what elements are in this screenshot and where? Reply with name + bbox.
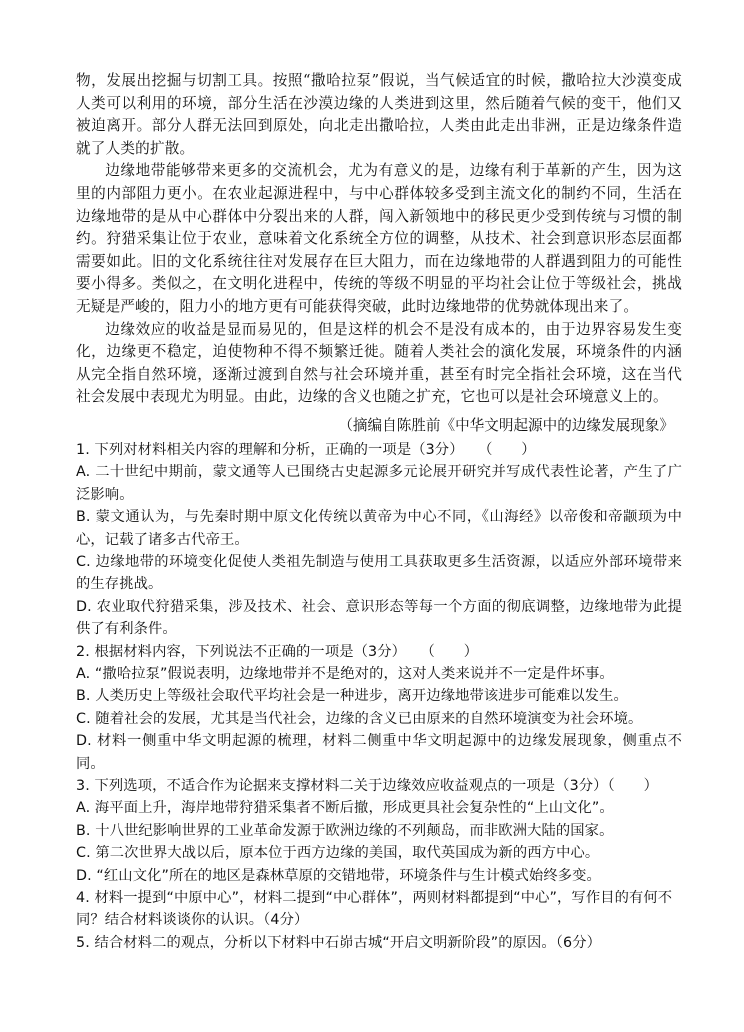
material-paragraph: 边缘地带能够带来更多的交流机会，尤为有意义的是，边缘有利于革新的产生，因为这里的内部阻力更小。在农业起源进程中，与中心群体较多受到主流文化的制约不同，生活在边缘地带的是从中心群体中分裂出来的人群，闯入新领地中的移民更少受到传统与习惯的制约。狩猎采集让位于农业，意味着文化系统全方位的调整，从技术、社会到意识形态层面都需要如此。旧的文化系统往往对发展存在巨大阻力，而在边缘地带的人群遇到阻力的可能性要小得多。类似之，在文明化进程中，传统的等级不明显的平均社会让位于等级社会，挑战无疑是严峻的，阻力小的地方更有可能获得突破，此时边缘地带的优势就体现出来了。	[76, 162, 682, 315]
question-stem: 5. 结合材料二的观点，分析以下材料中石峁古城“开启文明新阶段”的原因。（6分）	[76, 934, 602, 951]
option-a: A. 海平面上升，海岸地带狩猎采集者不断后撤，形成更具社会复杂性的“上山文化”。	[76, 800, 614, 817]
question-3	[76, 775, 682, 887]
question-stem: 4. 材料一提到“中原中心”，材料二提到“中心群体”，两则材料都提到“中心”，写作目的有何不同？结合材料谈谈你的认识。（4分）	[76, 890, 673, 929]
option-d: D. 材料一侧重中华文明起源的梳理，材料二侧重中华文明起源中的边缘发展现象，侧重点不同。	[76, 733, 682, 772]
question-stem: 2. 根据材料内容，下列说法不正确的一项是（3分） （ ）	[76, 643, 479, 660]
question-2	[76, 641, 682, 775]
question-stem: 3. 下列选项，不适合作为论据来支撑材料二关于边缘效应收益观点的一项是（3分）（ ）	[76, 778, 659, 794]
option-a: A. 二十世纪中期前，蒙文通等人已围绕古史起源多元论展开研究并写成代表性论著，产生了广泛影响。	[76, 464, 682, 503]
option-d: D. “红山文化”所在的地区是森林草原的交错地带，环境条件与生计模式始终多变。	[76, 867, 601, 884]
question-stem: 1. 下列对材料相关内容的理解和分析，正确的一项是（3分） （ ）	[76, 441, 536, 458]
option-c: C. 随着社会的发展，尤其是当代社会，边缘的含义已由原来的自然环境演变为社会环境。	[76, 710, 643, 727]
material-paragraph: 边缘效应的收益是显而易见的，但是这样的机会不是没有成本的，由于边界容易发生变化，边缘更不稳定，迫使物种不得不频繁迁徙。随着人类社会的演化发展，环境条件的内涵从完全指自然环境，逐渐过渡到自然与社会环境并重，甚至有时完全指社会环境，这在当代社会发展中表现尤为明显。由此，边缘的含义也随之扩充，它也可以是社会环境意义上的。	[76, 320, 682, 406]
option-b: B. 十八世纪影响世界的工业革命发源于欧洲边缘的不列颠岛，而非欧洲大陆的国家。	[76, 822, 614, 839]
option-b: B. 人类历史上等级社会取代平均社会是一种进步，离开边缘地带该进步可能难以发生。	[76, 688, 628, 705]
option-c: C. 边缘地带的环境变化促使人类祖先制造与使用工具获取更多生活资源，以适应外部环境带来的生存挑战。	[76, 553, 682, 593]
question-5	[76, 932, 682, 954]
option-d: D. 农业取代狩猎采集，涉及技术、社会、意识形态等每一个方面的彻底调整，边缘地带为此提供了有利条件。	[76, 598, 682, 638]
question-4	[76, 887, 682, 932]
source-citation: （摘编自陈胜前《中华文明起源中的边缘发展现象》	[338, 416, 674, 434]
reading-material	[76, 70, 682, 409]
material-paragraph: 物，发展出挖掘与切割工具。按照“撒哈拉泵”假说，当气候适宜的时候，撒哈拉大沙漠变成人类可以利用的环境，部分生活在沙漠边缘的人类进到这里，然后随着气候的变干，他们又被迫离开。部分人群无法回到原处，向北走出撒哈拉，人类由此走出非洲，正是边缘条件造就了人类的扩散。	[76, 72, 682, 157]
option-b: B. 蒙文通认为，与先秦时期中原文化传统以黄帝为中心不同，《山海经》以帝俊和帝颛顼为中心，记载了诸多古代帝王。	[76, 509, 682, 548]
question-1	[76, 439, 682, 641]
option-a: A. “撒哈拉泵”假说表明，边缘地带并不是绝对的，这对人类来说并不一定是件坏事。	[76, 665, 614, 682]
option-c: C. 第二次世界大战以后，原本位于西方边缘的美国，取代英国成为新的西方中心。	[76, 845, 600, 862]
